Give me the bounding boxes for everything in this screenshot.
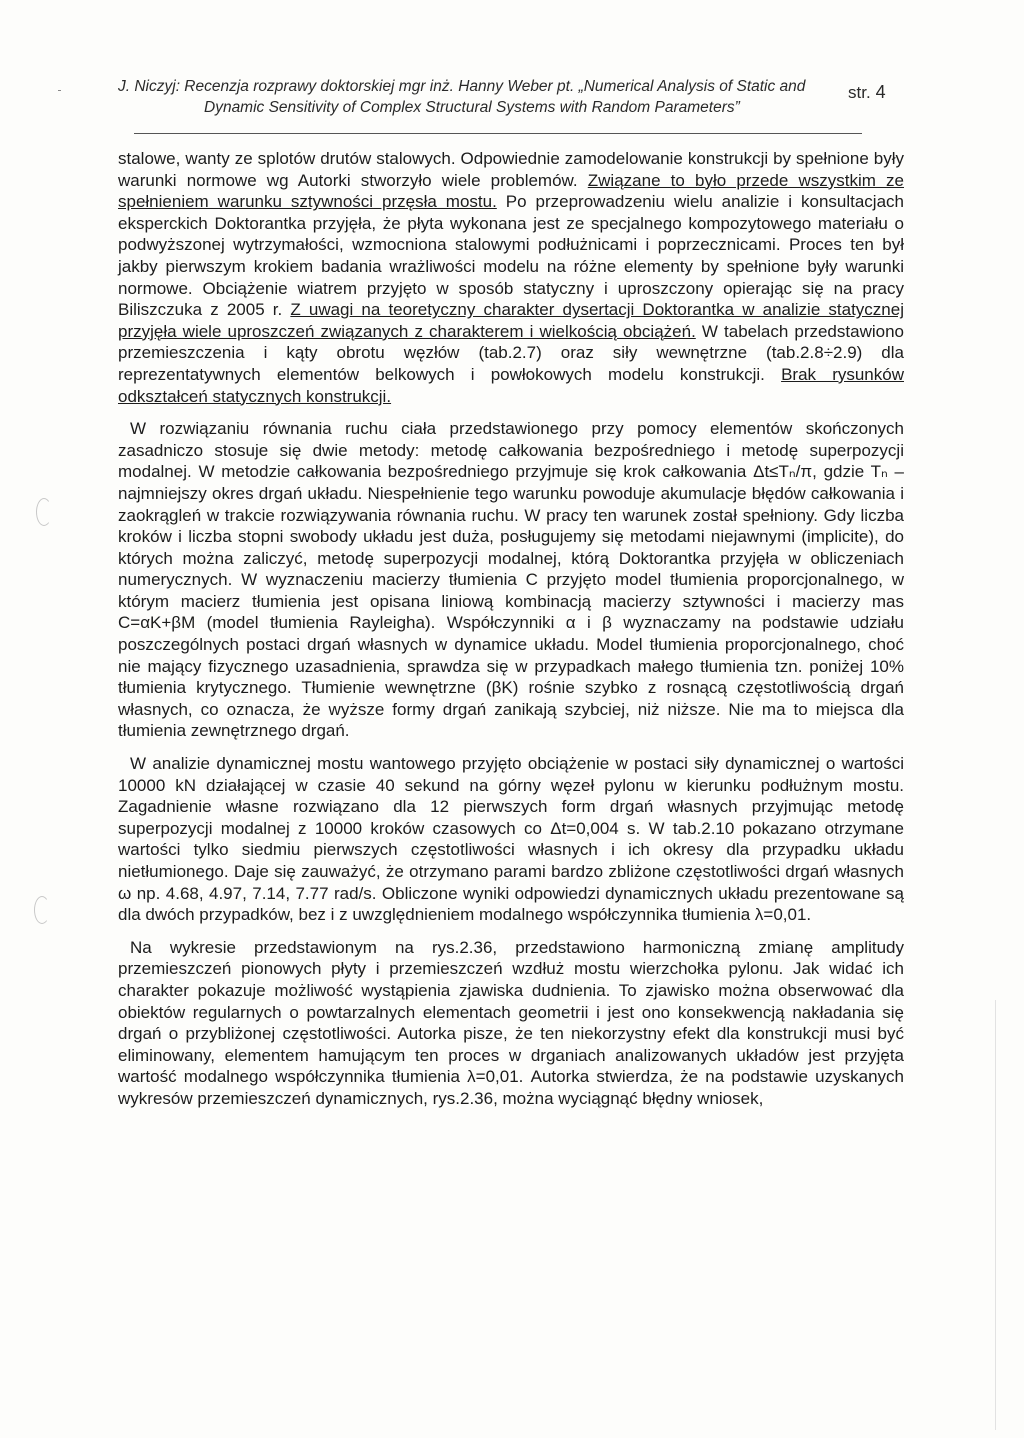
paragraph-3: W analizie dynamicznej mostu wantowego przyjęto obciążenie w postaci siły dynamicznej o wartości 10000 kN działającej w czasie 40 sekund na górny węzeł pylonu w kierunku podłużnym mostu. Zagadnienie własne rozwiązano dla 12 pierwszych form drgań własnych przyjmując metodę superpozycji modalnej z 10000 kroków czasowych co Δt=0,004 s. W tab.2.10 pokazano otrzymane wartości tylko siedmiu pierwszych częstotliwości własnych i ich okresy dla przypadku układu nietłumionego. Daje się zauważyć, że otrzymano parami bardzo zbliżone częstotliwości drgań własnych ω np. 4.68, 4.97, 7.14, 7.77 rad/s. Obliczone wyniki odpowiedzi dynamicznych układu prezentowane są dla dwóch przypadków, bez i z uwzględnieniem modalnego współczynnika tłumienia λ=0,01. xyxy=(118,754,904,925)
p1-underlined-f: Brak rysunków odkształceń statycznych konstrukcji. xyxy=(118,364,904,406)
punch-hole-mark xyxy=(34,896,50,924)
scan-speck xyxy=(58,90,61,91)
paragraph-1 xyxy=(118,148,904,407)
header-line-1: J. Niczyj: Recenzja rozprawy doktorskiej mgr inż. Hanny Weber pt. „Numerical Analysis of Static and xyxy=(118,78,806,95)
paragraph-4: Na wykresie przedstawionym na rys.2.36, przedstawiono harmoniczną zmianę amplitudy przemieszczeń pionowych płyty i przemieszczeń wzdłuż mostu wierzchołka pylonu. Jak widać ich charakter pokazuje możliwość wystąpienia zjawiska dudnienia. To zjawisko można obserwować dla obiektów regularnych o powtarzalnych elementach geometrii i jest ono konsekwencją nakładania się drgań o przybliżonej częstotliwości. Autorka pisze, że ten niekorzystny efekt dla konstrukcji musi być eliminowany, elementem hamującym ten proces w drganiach analizowanych układów jest przyjęta wartość modalnego współczynnika tłumienia λ=0,01. Autorka stwierdza, że na podstawie uzyskanych wykresów przemieszczeń dynamicznych, rys.2.36, można wyciągnąć błędny wniosek, xyxy=(118,937,904,1108)
page-number-value: 4 xyxy=(875,82,886,102)
punch-hole-mark xyxy=(36,498,52,526)
review-body xyxy=(118,148,904,1121)
header-line-2: Dynamic Sensitivity of Complex Structural Systems with Random Parameters” xyxy=(204,99,740,116)
page-number xyxy=(848,82,886,103)
page-header xyxy=(118,76,918,118)
p1-segment-e: W tabelach przedstawiono przemieszczenia i kąty obrotu węzłów (tab.2.7) oraz siły wewnętrzne (tab.2.8÷2.9) dla reprezentatywnych elementów belkowych i powłokowych modelu konstrukcji. xyxy=(118,321,904,384)
p1-segment-a: stalowe, wanty ze splotów drutów stalowych. Odpowiednie zamodelowanie konstrukcji by spełnione były warunki normowe wg Autorki stworzyło wiele problemów. xyxy=(118,149,904,190)
p1-segment-c: Po przeprowadzeniu wielu analizie i konsultacjach eksperckich Doktorantka przyjęła, że płyta wykonana jest ze specjalnego kompozytowego materiału o podwyższonej wytrzymałości, wzmocniona stalowymi podłużnicami i poprzecznicami. Proces ten był jakby pierwszym krokiem badania wrażliwości modelu na różne elementy by spełnione były warunki normowe. Obciążenie wiatrem przyjęto w sposób statyczny i uproszczony opierając się na pracy Biliszczuka z 2005 r. xyxy=(118,192,904,320)
p1-underlined-d: Z uwagi na teoretyczny charakter dysertacji Doktorantka w analizie statycznej przyjęła wiele uproszczeń związanych z charakterem i wielkością obciążeń. xyxy=(118,300,904,341)
scan-edge-line xyxy=(995,1000,996,1430)
p1-underlined-b: Związane to było przede wszystkim ze spełnieniem warunku sztywności przęsła mostu. xyxy=(118,170,904,212)
page-label: str. xyxy=(848,83,871,102)
header-divider xyxy=(134,133,862,134)
paragraph-2: W rozwiązaniu równania ruchu ciała przedstawionego przy pomocy elementów skończonych zasadniczo stosuje się dwie metody: metodę całkowania bezpośredniego i metodę superpozycji modalnej. W metodzie całkowania bezpośredniego przyjmuje się krok całkowania Δt≤Tₙ/π, gdzie Tₙ – najmniejszy okres drgań układu. Niespełnienie tego warunku powoduje akumulacje błędów całkowania i zaokrągleń w trakcie rozwiązywania równania ruchu. W pracy ten warunek został spełniony. Gdy liczba kroków i liczba stopni swobody układu jest duża, posługujemy się metodami niejawnymi (implicite), do których można zaliczyć, metodę superpozycji modalnej, którą Doktorantka przyjęła w obliczeniach numerycznych. W wyznaczeniu macierzy tłumienia C przyjęto model tłumienia proporcjonalnego, w którym macierz tłumienia jest opisana liniową kombinacją macierzy sztywności i macierzy mas C=αK+βM (model tłumienia Rayleigha). Współczynniki α i β wyznaczamy na podstawie udziału poszczególnych postaci drgań własnych w dynamice układu. Model tłumienia proporcjonalnego, choć nie mający fizycznego uzasadnienia, sprawdza się w przypadkach małego tłumienia tzn. poniżej 10% tłumienia krytycznego. Tłumienie wewnętrzne (βK) rośnie szybko z rosnącą częstotliwością drgań własnych, co oznacza, że wyższe formy drgań zanikają szybciej, niż niższe. Nie ma to miejsca dla tłumienia zewnętrznego drgań. xyxy=(118,419,904,741)
